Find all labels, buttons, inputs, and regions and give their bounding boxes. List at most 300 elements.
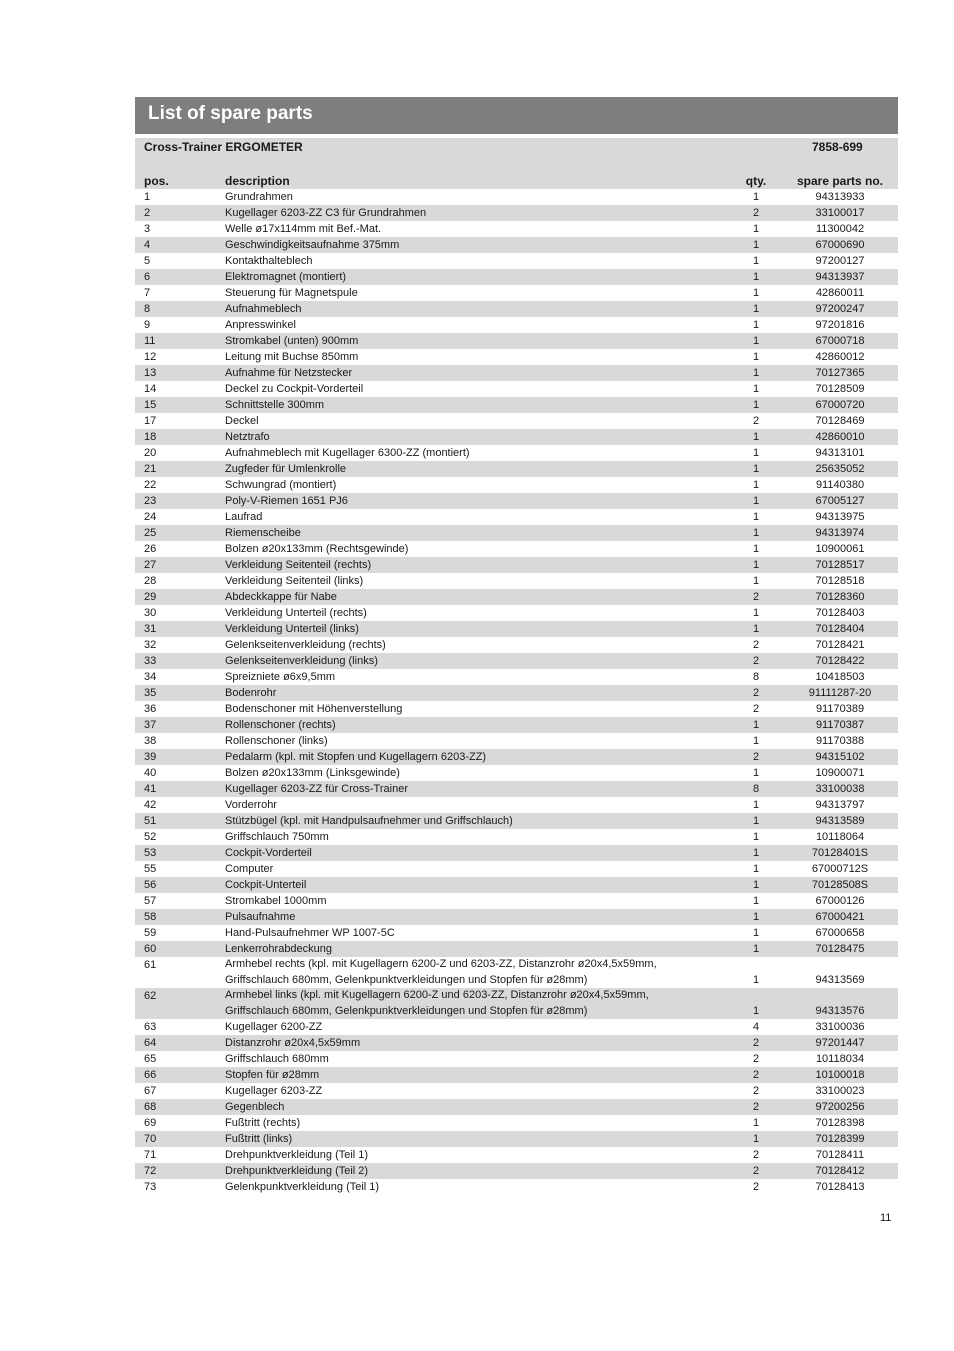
cell-qty: 1 <box>752 351 760 363</box>
table-row <box>135 189 898 205</box>
cell-spare-parts-no: 94313937 <box>815 271 865 283</box>
cell-description: Pedalarm (kpl. mit Stopfen und Kugellagern 6203-ZZ) <box>225 751 487 763</box>
cell-qty: 1 <box>752 943 760 955</box>
cell-pos: 8 <box>144 303 151 315</box>
cell-qty: 8 <box>752 671 760 683</box>
cell-description: Gelenkseitenverkleidung (rechts) <box>225 639 386 651</box>
cell-pos: 70 <box>144 1133 157 1145</box>
cell-description: Abdeckkappe für Nabe <box>225 591 337 603</box>
cell-pos: 4 <box>144 239 151 251</box>
cell-qty: 1 <box>752 767 760 779</box>
cell-description: Armhebel links (kpl. mit Kugellagern 6200-Z und 6203-ZZ, Distanzrohr ø20x4,5x59mm, Griffschlauch 680mm, Gelenkpunktverkleidungen und Stopfen für ø28mm) <box>225 989 649 1017</box>
cell-qty: 1 <box>752 543 760 555</box>
cell-qty: 2 <box>752 1149 760 1161</box>
table-row <box>135 1019 898 1035</box>
cell-pos: 51 <box>144 815 157 827</box>
cell-description: Cockpit-Vorderteil <box>225 847 312 859</box>
cell-pos: 13 <box>144 367 157 379</box>
cell-spare-parts-no: 10100018 <box>815 1069 865 1081</box>
cell-pos: 56 <box>144 879 157 891</box>
table-row <box>135 413 898 429</box>
parts-table-body <box>135 189 898 1195</box>
cell-description: Distanzrohr ø20x4,5x59mm <box>225 1037 361 1049</box>
table-row <box>135 317 898 333</box>
cell-qty: 1 <box>752 383 760 395</box>
cell-pos: 24 <box>144 511 157 523</box>
cell-qty: 1 <box>752 447 760 459</box>
cell-qty: 2 <box>752 415 760 427</box>
cell-qty: 1 <box>752 223 760 235</box>
cell-pos: 55 <box>144 863 157 875</box>
cell-pos: 21 <box>144 463 157 475</box>
cell-pos: 65 <box>144 1053 157 1065</box>
cell-spare-parts-no: 91140380 <box>815 479 865 491</box>
table-row <box>135 493 898 509</box>
cell-qty: 1 <box>752 863 760 875</box>
cell-qty: 1 <box>752 511 760 523</box>
cell-description: Netztrafo <box>225 431 270 443</box>
table-row <box>135 205 898 221</box>
cell-description: Verkleidung Seitenteil (rechts) <box>225 559 372 571</box>
cell-qty: 1 <box>752 847 760 859</box>
cell-description: Drehpunktverkleidung (Teil 2) <box>225 1165 369 1177</box>
cell-spare-parts-no: 70128412 <box>815 1165 865 1177</box>
column-header-spare-parts-no: spare parts no. <box>796 174 884 188</box>
cell-spare-parts-no: 42860011 <box>815 287 865 299</box>
table-row <box>135 589 898 605</box>
table-row <box>135 477 898 493</box>
cell-qty: 2 <box>752 655 760 667</box>
cell-description: Fußtritt (rechts) <box>225 1117 301 1129</box>
cell-pos: 67 <box>144 1085 157 1097</box>
cell-pos: 30 <box>144 607 157 619</box>
cell-spare-parts-no: 10900061 <box>815 543 865 555</box>
column-header-pos: pos. <box>144 174 169 188</box>
cell-pos: 33 <box>144 655 157 667</box>
cell-spare-parts-no: 67000126 <box>815 895 865 907</box>
cell-spare-parts-no: 70128360 <box>815 591 865 603</box>
cell-pos: 60 <box>144 943 157 955</box>
cell-description: Pulsaufnahme <box>225 911 296 923</box>
cell-spare-parts-no: 67000718 <box>815 335 865 347</box>
table-row <box>135 269 898 285</box>
cell-spare-parts-no: 70128398 <box>815 1117 865 1129</box>
cell-spare-parts-no: 10418503 <box>815 671 865 683</box>
cell-pos: 41 <box>144 783 157 795</box>
cell-spare-parts-no: 97200127 <box>815 255 865 267</box>
cell-description: Kugellager 6203-ZZ C3 für Grundrahmen <box>225 207 427 219</box>
cell-description: Bolzen ø20x133mm (Rechtsgewinde) <box>225 543 409 555</box>
table-row <box>135 221 898 237</box>
cell-pos: 66 <box>144 1069 157 1081</box>
cell-spare-parts-no: 94313101 <box>815 447 865 459</box>
cell-pos: 9 <box>144 319 151 331</box>
cell-description: Elektromagnet (montiert) <box>225 271 347 283</box>
cell-qty: 2 <box>752 591 760 603</box>
cell-qty: 1 <box>752 974 760 986</box>
cell-spare-parts-no: 67000720 <box>815 399 865 411</box>
cell-spare-parts-no: 91170387 <box>815 719 865 731</box>
table-row <box>135 605 898 621</box>
cell-pos: 40 <box>144 767 157 779</box>
cell-pos: 5 <box>144 255 151 267</box>
cell-description: Gelenkseitenverkleidung (links) <box>225 655 378 667</box>
cell-spare-parts-no: 67005127 <box>815 495 865 507</box>
cell-spare-parts-no: 94313975 <box>815 511 865 523</box>
cell-qty: 1 <box>752 527 760 539</box>
cell-qty: 2 <box>752 1069 760 1081</box>
cell-pos: 73 <box>144 1181 157 1193</box>
cell-qty: 1 <box>752 191 760 203</box>
cell-description: Bolzen ø20x133mm (Linksgewinde) <box>225 767 400 779</box>
cell-description: Stopfen für ø28mm <box>225 1069 320 1081</box>
table-row <box>135 749 898 765</box>
cell-pos: 18 <box>144 431 157 443</box>
cell-description: Aufnahmeblech mit Kugellager 6300-ZZ (montiert) <box>225 447 470 459</box>
cell-qty: 1 <box>752 271 760 283</box>
cell-qty: 2 <box>752 1101 760 1113</box>
cell-qty: 1 <box>752 303 760 315</box>
cell-qty: 1 <box>752 495 760 507</box>
cell-pos: 29 <box>144 591 157 603</box>
cell-spare-parts-no: 70127365 <box>815 367 865 379</box>
table-row <box>135 253 898 269</box>
cell-pos: 42 <box>144 799 157 811</box>
cell-qty: 8 <box>752 783 760 795</box>
cell-qty: 1 <box>752 719 760 731</box>
cell-description: Deckel zu Cockpit-Vorderteil <box>225 383 364 395</box>
cell-description: Leitung mit Buchse 850mm <box>225 351 359 363</box>
cell-qty: 1 <box>752 1133 760 1145</box>
cell-description: Verkleidung Seitenteil (links) <box>225 575 364 587</box>
table-row <box>135 669 898 685</box>
cell-qty: 1 <box>752 431 760 443</box>
table-row <box>135 573 898 589</box>
table-row <box>135 813 898 829</box>
cell-qty: 1 <box>752 735 760 747</box>
cell-qty: 4 <box>752 1021 760 1033</box>
table-row <box>135 845 898 861</box>
page-number: 11 <box>880 1212 892 1224</box>
cell-description: Zugfeder für Umlenkrolle <box>225 463 347 475</box>
cell-pos: 69 <box>144 1117 157 1129</box>
cell-pos: 57 <box>144 895 157 907</box>
cell-description: Gelenkpunktverkleidung (Teil 1) <box>225 1181 380 1193</box>
cell-pos: 14 <box>144 383 157 395</box>
cell-spare-parts-no: 70128475 <box>815 943 865 955</box>
cell-spare-parts-no: 91170389 <box>815 703 865 715</box>
table-row <box>135 765 898 781</box>
cell-qty: 1 <box>752 927 760 939</box>
cell-qty: 2 <box>752 1053 760 1065</box>
cell-qty: 2 <box>752 639 760 651</box>
cell-qty: 1 <box>752 879 760 891</box>
cell-pos: 35 <box>144 687 157 699</box>
table-row <box>135 621 898 637</box>
cell-spare-parts-no: 70128469 <box>815 415 865 427</box>
cell-spare-parts-no: 91111287-20 <box>808 687 872 699</box>
cell-spare-parts-no: 42860010 <box>815 431 865 443</box>
cell-pos: 59 <box>144 927 157 939</box>
cell-pos: 23 <box>144 495 157 507</box>
cell-pos: 37 <box>144 719 157 731</box>
cell-qty: 1 <box>752 399 760 411</box>
cell-pos: 36 <box>144 703 157 715</box>
table-row <box>135 717 898 733</box>
cell-description: Steuerung für Magnetspule <box>225 287 358 299</box>
cell-pos: 1 <box>144 191 151 203</box>
cell-qty: 2 <box>752 1085 760 1097</box>
cell-spare-parts-no: 33100017 <box>815 207 865 219</box>
table-row <box>135 525 898 541</box>
table-row <box>135 1099 898 1115</box>
table-row <box>135 1083 898 1099</box>
cell-spare-parts-no: 70128509 <box>815 383 865 395</box>
page-title: List of spare parts <box>148 103 313 124</box>
cell-description: Stromkabel (unten) 900mm <box>225 335 359 347</box>
cell-qty: 2 <box>752 1037 760 1049</box>
table-row <box>135 829 898 845</box>
table-row <box>135 781 898 797</box>
product-number: 7858-699 <box>812 140 863 154</box>
cell-qty: 1 <box>752 335 760 347</box>
cell-spare-parts-no: 10118064 <box>815 831 865 843</box>
cell-description: Hand-Pulsaufnehmer WP 1007-5C <box>225 927 395 939</box>
cell-qty: 1 <box>752 1005 760 1017</box>
cell-qty: 1 <box>752 319 760 331</box>
cell-description: Kugellager 6203-ZZ für Cross-Trainer <box>225 783 408 795</box>
cell-qty: 2 <box>752 703 760 715</box>
table-row <box>135 957 898 988</box>
cell-spare-parts-no: 70128401S <box>811 847 869 859</box>
cell-pos: 64 <box>144 1037 157 1049</box>
cell-pos: 53 <box>144 847 157 859</box>
cell-description: Riemenscheibe <box>225 527 301 539</box>
table-row <box>135 733 898 749</box>
cell-pos: 12 <box>144 351 157 363</box>
product-header <box>135 138 898 157</box>
cell-description: Rollenschoner (rechts) <box>225 719 336 731</box>
cell-qty: 1 <box>752 255 760 267</box>
cell-description: Rollenschoner (links) <box>225 735 328 747</box>
cell-spare-parts-no: 70128404 <box>815 623 865 635</box>
cell-spare-parts-no: 97201816 <box>815 319 865 331</box>
table-row <box>135 701 898 717</box>
cell-description: Stützbügel (kpl. mit Handpulsaufnehmer und Griffschlauch) <box>225 815 513 827</box>
cell-spare-parts-no: 94313933 <box>815 191 865 203</box>
cell-spare-parts-no: 70128518 <box>815 575 865 587</box>
cell-description: Kugellager 6203-ZZ <box>225 1085 323 1097</box>
cell-qty: 1 <box>752 623 760 635</box>
cell-pos: 11 <box>144 335 156 347</box>
column-header-qty: qty. <box>745 174 767 188</box>
cell-spare-parts-no: 67000658 <box>815 927 865 939</box>
cell-description: Anpresswinkel <box>225 319 296 331</box>
cell-description: Spreizniete ø6x9,5mm <box>225 671 336 683</box>
table-row <box>135 461 898 477</box>
title-banner <box>135 97 898 134</box>
table-row <box>135 893 898 909</box>
cell-spare-parts-no: 70128421 <box>815 639 865 651</box>
product-name: Cross-Trainer ERGOMETER <box>144 140 303 154</box>
cell-qty: 1 <box>752 287 760 299</box>
cell-spare-parts-no: 97200247 <box>815 303 865 315</box>
cell-description: Welle ø17x114mm mit Bef.-Mat. <box>225 223 382 235</box>
cell-pos: 61 <box>144 959 157 971</box>
cell-description: Verkleidung Unterteil (links) <box>225 623 359 635</box>
cell-spare-parts-no: 10118034 <box>815 1053 865 1065</box>
cell-pos: 28 <box>144 575 157 587</box>
cell-spare-parts-no: 94313589 <box>815 815 865 827</box>
cell-spare-parts-no: 70128411 <box>815 1149 865 1161</box>
cell-description: Deckel <box>225 415 259 427</box>
table-row <box>135 1179 898 1195</box>
cell-spare-parts-no: 70128517 <box>815 559 865 571</box>
cell-spare-parts-no: 67000690 <box>815 239 865 251</box>
cell-pos: 25 <box>144 527 157 539</box>
cell-pos: 17 <box>144 415 157 427</box>
cell-pos: 15 <box>144 399 157 411</box>
table-row <box>135 941 898 957</box>
cell-description: Schnittstelle 300mm <box>225 399 325 411</box>
cell-description: Bodenrohr <box>225 687 277 699</box>
table-row <box>135 1147 898 1163</box>
table-row <box>135 333 898 349</box>
cell-pos: 26 <box>144 543 157 555</box>
cell-spare-parts-no: 67000421 <box>815 911 865 923</box>
table-row <box>135 509 898 525</box>
cell-qty: 2 <box>752 1165 760 1177</box>
cell-spare-parts-no: 70128413 <box>815 1181 865 1193</box>
cell-description: Drehpunktverkleidung (Teil 1) <box>225 1149 369 1161</box>
cell-spare-parts-no: 70128422 <box>815 655 865 667</box>
cell-description: Bodenschoner mit Höhenverstellung <box>225 703 403 715</box>
cell-pos: 58 <box>144 911 157 923</box>
table-header <box>135 171 898 189</box>
cell-qty: 1 <box>752 463 760 475</box>
cell-description: Fußtritt (links) <box>225 1133 293 1145</box>
cell-pos: 20 <box>144 447 157 459</box>
cell-spare-parts-no: 94313974 <box>815 527 865 539</box>
cell-description: Verkleidung Unterteil (rechts) <box>225 607 367 619</box>
cell-spare-parts-no: 70128403 <box>815 607 865 619</box>
table-row <box>135 685 898 701</box>
cell-spare-parts-no: 94313576 <box>815 1005 865 1017</box>
cell-spare-parts-no: 42860012 <box>815 351 865 363</box>
table-row <box>135 877 898 893</box>
table-row <box>135 445 898 461</box>
table-row <box>135 349 898 365</box>
cell-description: Schwungrad (montiert) <box>225 479 337 491</box>
cell-pos: 62 <box>144 990 157 1002</box>
cell-description: Laufrad <box>225 511 263 523</box>
cell-pos: 31 <box>144 623 157 635</box>
cell-pos: 2 <box>144 207 151 219</box>
cell-spare-parts-no: 94313569 <box>815 974 865 986</box>
cell-qty: 1 <box>752 575 760 587</box>
table-row <box>135 541 898 557</box>
table-row <box>135 909 898 925</box>
cell-description: Aufnahmeblech <box>225 303 302 315</box>
cell-pos: 38 <box>144 735 157 747</box>
table-row <box>135 653 898 669</box>
cell-pos: 32 <box>144 639 157 651</box>
cell-qty: 2 <box>752 687 760 699</box>
cell-spare-parts-no: 67000712S <box>811 863 869 875</box>
cell-pos: 71 <box>144 1149 157 1161</box>
cell-qty: 1 <box>752 1117 760 1129</box>
cell-pos: 34 <box>144 671 157 683</box>
cell-spare-parts-no: 94313797 <box>815 799 865 811</box>
cell-description: Geschwindigkeitsaufnahme 375mm <box>225 239 400 251</box>
table-row <box>135 797 898 813</box>
cell-description: Gegenblech <box>225 1101 285 1113</box>
cell-pos: 6 <box>144 271 151 283</box>
table-row <box>135 861 898 877</box>
cell-description: Armhebel rechts (kpl. mit Kugellagern 6200-Z und 6203-ZZ, Distanzrohr ø20x4,5x59mm, Griffschlauch 680mm, Gelenkpunktverkleidungen und Stopfen für ø28mm) <box>225 958 657 986</box>
cell-qty: 1 <box>752 895 760 907</box>
cell-description: Grundrahmen <box>225 191 293 203</box>
cell-description: Lenkerrohrabdeckung <box>225 943 333 955</box>
cell-spare-parts-no: 33100023 <box>815 1085 865 1097</box>
cell-spare-parts-no: 33100038 <box>815 783 865 795</box>
cell-description: Poly-V-Riemen 1651 PJ6 <box>225 495 348 507</box>
cell-pos: 52 <box>144 831 157 843</box>
cell-description: Computer <box>225 863 274 875</box>
cell-qty: 1 <box>752 815 760 827</box>
cell-qty: 2 <box>752 207 760 219</box>
cell-pos: 39 <box>144 751 157 763</box>
cell-qty: 1 <box>752 831 760 843</box>
table-row <box>135 381 898 397</box>
table-row <box>135 365 898 381</box>
table-row <box>135 1067 898 1083</box>
cell-qty: 1 <box>752 799 760 811</box>
cell-spare-parts-no: 25635052 <box>815 463 865 475</box>
table-row <box>135 637 898 653</box>
cell-pos: 27 <box>144 559 157 571</box>
cell-description: Stromkabel 1000mm <box>225 895 327 907</box>
cell-qty: 2 <box>752 751 760 763</box>
header-spacer <box>135 157 898 171</box>
cell-spare-parts-no: 97201447 <box>815 1037 865 1049</box>
cell-spare-parts-no: 97200256 <box>815 1101 865 1113</box>
table-row <box>135 429 898 445</box>
cell-pos: 22 <box>144 479 157 491</box>
cell-pos: 3 <box>144 223 151 235</box>
cell-qty: 2 <box>752 1181 760 1193</box>
column-header-description: description <box>225 174 290 188</box>
table-row <box>135 988 898 1019</box>
table-row <box>135 237 898 253</box>
cell-description: Kugellager 6200-ZZ <box>225 1021 323 1033</box>
table-row <box>135 301 898 317</box>
cell-description: Kontakthalteblech <box>225 255 313 267</box>
cell-pos: 72 <box>144 1165 157 1177</box>
cell-spare-parts-no: 70128399 <box>815 1133 865 1145</box>
table-row <box>135 1051 898 1067</box>
table-row <box>135 557 898 573</box>
table-row <box>135 925 898 941</box>
cell-qty: 1 <box>752 479 760 491</box>
table-row <box>135 1035 898 1051</box>
cell-qty: 1 <box>752 239 760 251</box>
cell-description: Vorderrohr <box>225 799 277 811</box>
cell-pos: 68 <box>144 1101 157 1113</box>
cell-spare-parts-no: 10900071 <box>815 767 865 779</box>
cell-spare-parts-no: 70128508S <box>811 879 869 891</box>
cell-description: Cockpit-Unterteil <box>225 879 307 891</box>
